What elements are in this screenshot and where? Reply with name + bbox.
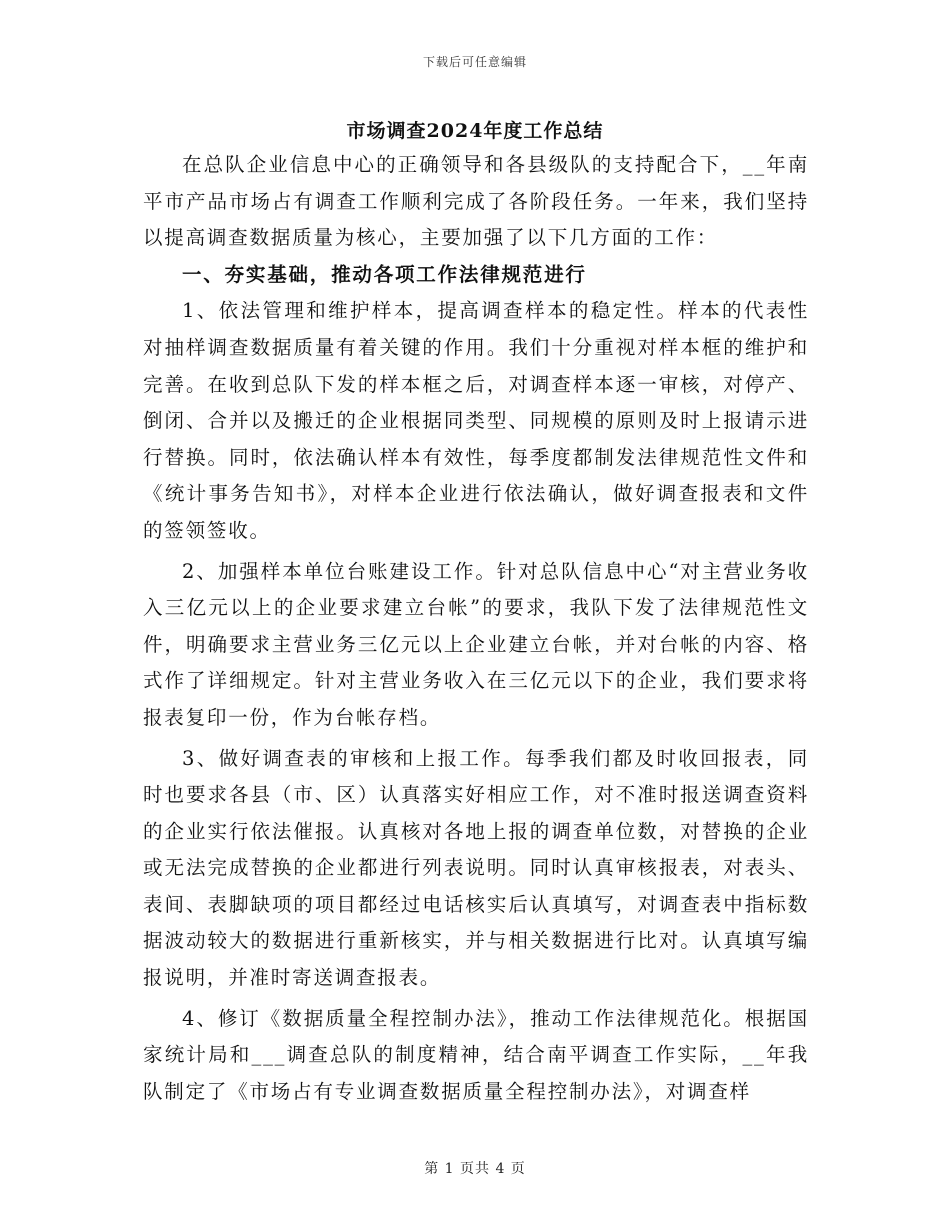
page-number: 第 1 页共 4 页 — [424, 1161, 526, 1177]
paragraph-4: 4、修订《数据质量全程控制办法》，推动工作法律规范化。根据国家统计局和___调查总队的制度精神，结合南平调查工作实际，__年我队制定了《市场占有专业调查数据质量全程控制办法》，对调查样 — [143, 1006, 809, 1103]
document-body — [143, 147, 809, 1110]
paragraph-1: 1、依法管理和维护样本，提高调查样本的稳定性。样本的代表性对抽样调查数据质量有着关键的作用。我们十分重视对样本框的维护和完善。在收到总队下发的样本框之后，对调查样本逐一审核，对停产、倒闭、合并以及搬迁的企业根据同类型、同规模的原则及时上报请示进行替换。同时，依法确认样本有效性，每季度都制发法律规范性文件和《统计事务告知书》，对样本企业进行依法确认，做好调查报表和文件的签领签收。 — [143, 299, 809, 542]
section-heading: 一、夯实基础，推动各项工作法律规范进行 — [182, 262, 587, 286]
document-title: 市场调查2024年度工作总结 — [346, 120, 604, 142]
paragraph-3: 3、做好调查表的审核和上报工作。每季我们都及时收回报表，同时也要求各县（市、区）认真落实好相应工作，对不准时报送调查资料的企业实行依法催报。认真核对各地上报的调查单位数，对替换的企业或无法完成替换的企业都进行列表说明。同时认真审核报表，对表头、表间、表脚缺项的项目都经过电话核实后认真填写，对调查表中指标数据波动较大的数据进行重新核实，并与相关数据进行比对。认真填写编报说明，并准时寄送调查报表。 — [143, 746, 809, 990]
header-note: 下载后可任意编辑 — [422, 55, 527, 69]
intro-paragraph: 在总队企业信息中心的正确领导和各县级队的支持配合下，__年南平市产品市场占有调查工作顺利完成了各阶段任务。一年来，我们坚持以提高调查数据质量为核心，主要加强了以下几方面的工作： — [143, 153, 810, 250]
paragraph-2: 2、加强样本单位台账建设工作。针对总队信息中心“对主营业务收入三亿元以上的企业要求建立台帐”的要求，我队下发了法律规范性文件，明确要求主营业务三亿元以上企业建立台帐，并对台帐的内容、格式作了详细规定。针对主营业务收入在三亿元以下的企业，我们要求将报表复印一份，作为台帐存档。 — [143, 559, 809, 729]
